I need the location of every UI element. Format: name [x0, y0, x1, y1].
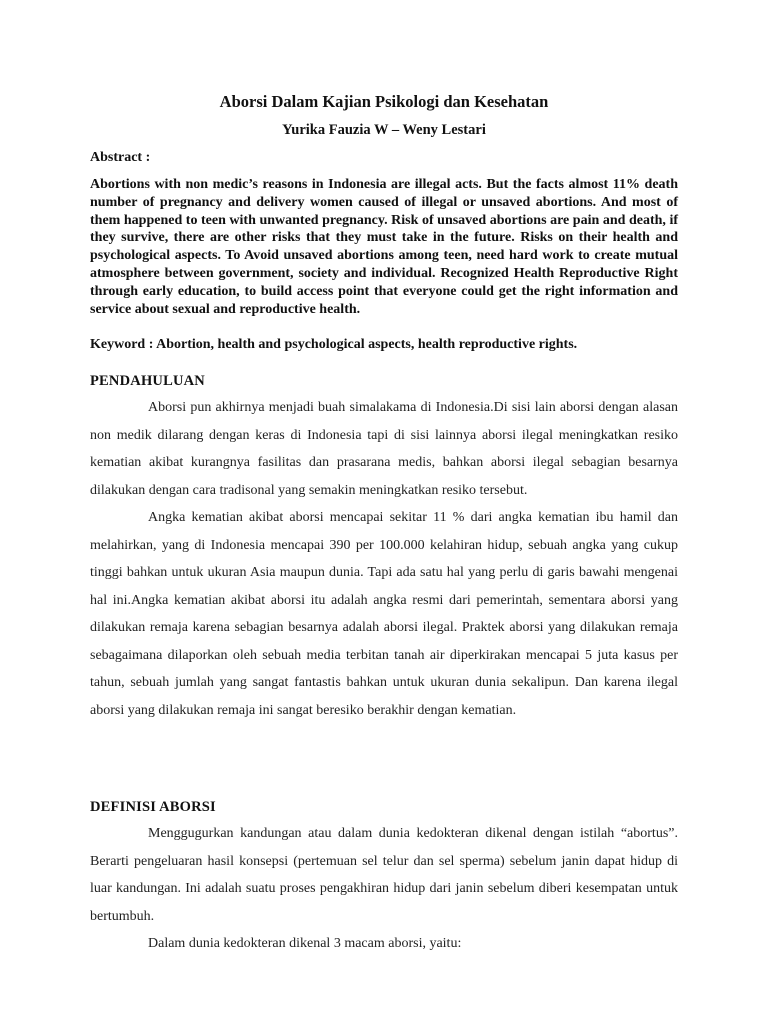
- section-heading-pendahuluan: PENDAHULUAN: [90, 373, 205, 389]
- section-heading-definisi-aborsi: DEFINISI ABORSI: [90, 799, 216, 815]
- paragraph: Menggugurkan kandungan atau dalam dunia kedokteran dikenal dengan istilah “abortus”. Berarti pengeluaran hasil konsepsi (pertemuan sel telur dan sel sperma) sebelum janin dapat hidup di luar kandungan. Ini adalah suatu proses pengakhiran hidup dari janin sebelum diberi kesempatan untuk bertumbuh.: [90, 826, 678, 924]
- paragraph: Aborsi pun akhirnya menjadi buah simalakama di Indonesia.Di sisi lain aborsi dengan alasan non medik dilarang dengan keras di Indonesia tapi di sisi lainnya aborsi ilegal meningkatkan resiko kematian akibat kurangnya fasilitas dan prasarana medis, bahkan aborsi ilegal sebagian besarnya dilakukan dengan cara tradisonal yang semakin meningkatkan resiko tersebut.: [90, 400, 678, 498]
- abstract-keywords: Keyword : Abortion, health and psychological aspects, health reproductive rights.: [90, 337, 578, 352]
- section-body-pendahuluan: [90, 394, 678, 724]
- document-authors: Yurika Fauzia W – Weny Lestari: [282, 122, 486, 138]
- paragraph: Angka kematian akibat aborsi mencapai sekitar 11 % dari angka kematian ibu hamil dan melahirkan, yang di Indonesia mencapai 390 per 100.000 kelahiran hidup, sebuah angka yang cukup tinggi bahkan untuk ukuran Asia maupun dunia. Tapi ada satu hal yang perlu di garis bawahi mengenai hal ini.Angka kematian akibat aborsi itu adalah angka resmi dari pemerintah, sementara aborsi yang dilakukan remaja karena sebagian besarnya adalah aborsi ilegal. Praktek aborsi yang dilakukan remaja sebagaimana dilaporkan oleh sebuah media terbitan tanah air diperkirakan mencapai 5 juta kasus per tahun, sebuah jumlah yang sangat fantastis bahkan untuk ukuran dunia sekalipun. Dan karena ilegal aborsi yang dilakukan remaja ini sangat beresiko berakhir dengan kematian.: [90, 510, 678, 718]
- paragraph: Dalam dunia kedokteran dikenal 3 macam aborsi, yaitu:: [148, 936, 462, 951]
- abstract-paragraph: Abortions with non medic’s reasons in Indonesia are illegal acts. But the facts almost 11% death number of pregnancy and delivery women caused of illegal or unsaved abortions. And most of them happened to teen with unwanted pregnancy. Risk of unsaved abortions are pain and death, if they survive, there are other risks that they must take in the future. Risks on their health and psychological aspects. To Avoid unsaved abortions among teen, need hard work to create mutual atmosphere between government, society and individual. Recognized Health Reproductive Right through early education, to build access point that everyone could get the right information and service about sexual and reproductive health.: [90, 177, 678, 317]
- abstract-text: [90, 176, 678, 318]
- section-body-definisi-aborsi: [90, 820, 678, 958]
- document-title: Aborsi Dalam Kajian Psikologi dan Kesehatan: [219, 92, 549, 111]
- abstract-label: Abstract :: [90, 150, 151, 165]
